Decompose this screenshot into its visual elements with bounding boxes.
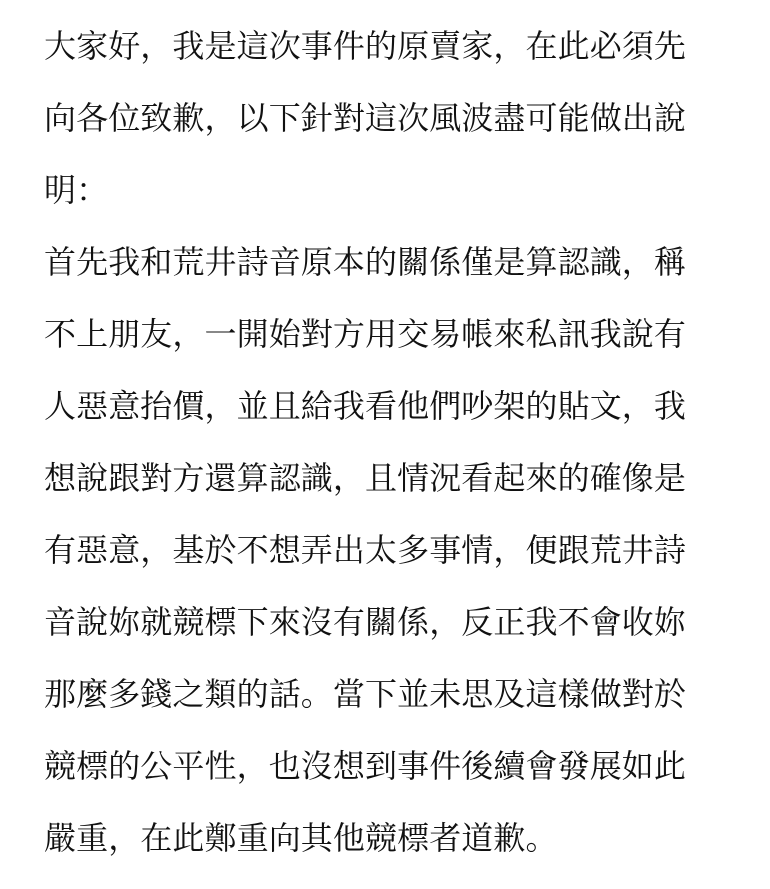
text-line: 不上朋友，一開始對方用交易帳來私訊我說有 bbox=[44, 315, 687, 353]
text-line: 音說妳就競標下來沒有關係，反正我不會收妳 bbox=[44, 603, 687, 641]
text-line: 那麼多錢之類的話。當下並未思及這樣做對於 bbox=[44, 675, 687, 713]
text-line: 明： bbox=[44, 171, 109, 209]
text-line: 想說跟對方還算認識，且情況看起來的確像是 bbox=[44, 459, 687, 497]
text-line: 大家好，我是這次事件的原賣家，在此必須先 bbox=[44, 27, 687, 65]
text-line: 人惡意抬價，並且給我看他們吵架的貼文，我 bbox=[44, 387, 687, 425]
text-line: 有惡意，基於不想弄出太多事情，便跟荒井詩 bbox=[44, 531, 687, 569]
text-line: 首先我和荒井詩音原本的關係僅是算認識，稱 bbox=[44, 243, 687, 281]
text-line: 競標的公平性，也沒想到事件後續會發展如此 bbox=[44, 747, 687, 785]
text-line: 向各位致歉，以下針對這次風波盡可能做出說 bbox=[44, 99, 687, 137]
text-line: 嚴重，在此鄭重向其他競標者道歉。 bbox=[44, 819, 558, 857]
statement-text bbox=[44, 10, 744, 874]
